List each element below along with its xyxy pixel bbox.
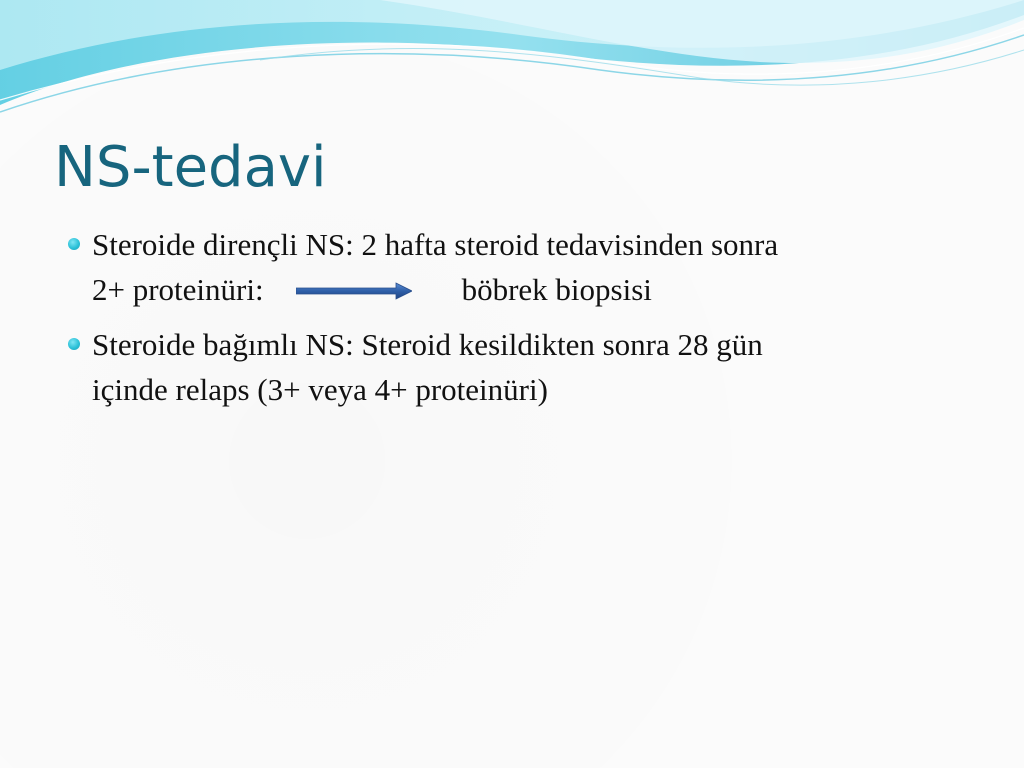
round-bullet-icon	[68, 238, 80, 250]
bullet-line-with-arrow	[92, 267, 982, 312]
bullet-text: böbrek biopsisi	[461, 272, 652, 307]
bullet-text: 2+ proteinüri:	[92, 272, 264, 307]
bullet-line: içinde relaps (3+ veya 4+ proteinüri)	[92, 372, 548, 407]
header-wave-decoration	[0, 0, 1024, 130]
bullet-line: Steroide dirençli NS: 2 hafta steroid tedavisinden sonra	[92, 227, 779, 262]
round-bullet-icon	[68, 338, 80, 350]
bullet-line: Steroide bağımlı NS: Steroid kesildikten sonra 28 gün	[92, 327, 763, 362]
bullet-item-steroid-resistant	[62, 222, 982, 312]
slide-title: NS-tedavi	[54, 135, 327, 200]
bullet-item-steroid-dependent	[62, 322, 982, 412]
bullet-list	[62, 222, 982, 422]
right-arrow-icon	[296, 281, 412, 301]
